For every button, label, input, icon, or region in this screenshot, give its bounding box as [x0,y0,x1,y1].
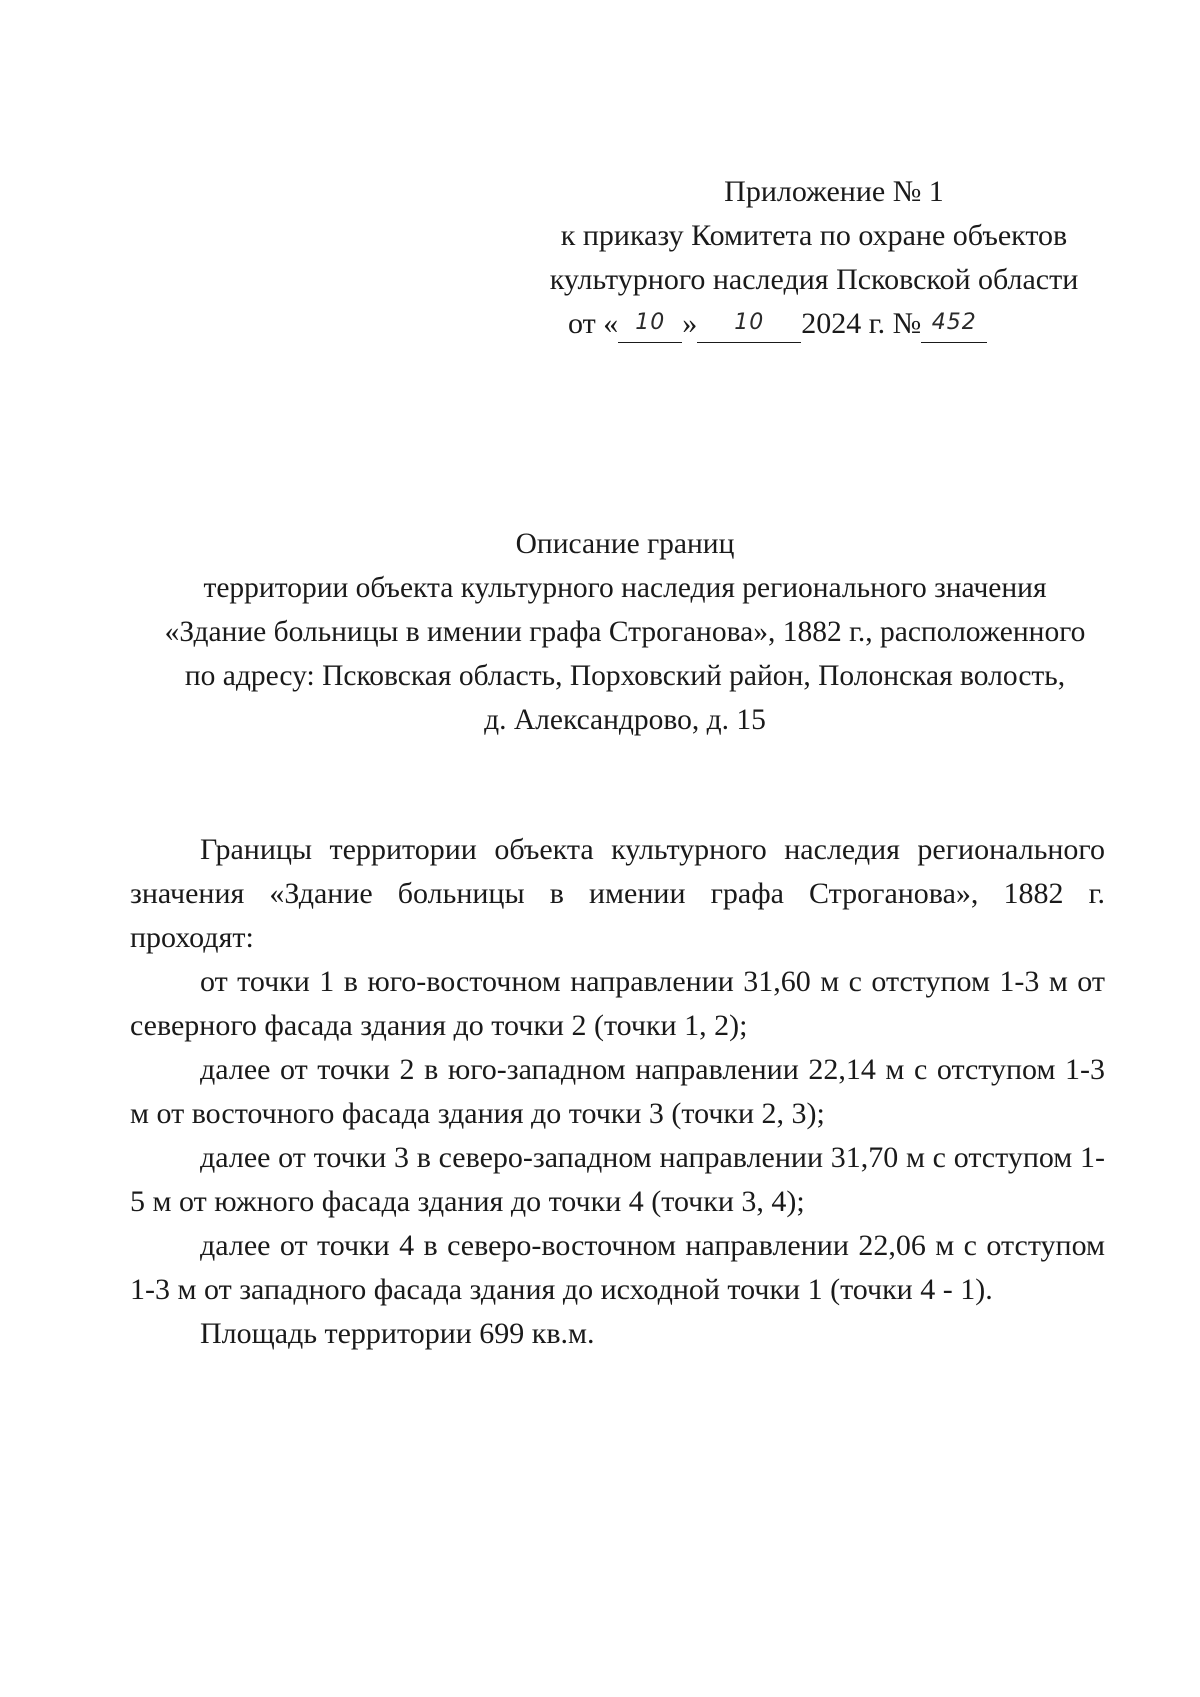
title-line-3: «Здание больницы в имении графа Строганова», 1882 г., расположенного [164,616,1086,648]
title-line-4: по адресу: Псковская область, Порховский район, Полонская волость, [184,660,1066,692]
handwritten-month: 10 [734,310,765,335]
boundary-segment-1: от точки 1 в юго-восточном направлении 31,60 м с отступом 1-3 м от северного фасада здания до точки 2 (точки 1, 2); [130,965,1105,1042]
day-field [618,309,682,343]
appendix-number: Приложение № 1 [724,175,944,208]
order-reference-line: к приказу Комитета по охране объектов [560,219,1068,252]
intro-line-3: проходят: [130,921,254,954]
appendix-header [534,170,1094,346]
title-line-5: д. Александрово, д. 15 [484,704,766,736]
handwritten-day: 10 [635,310,666,335]
boundary-segment-4: далее от точки 4 в северо-восточном направлении 22,06 м с отступом 1-3 м от западного фасада здания до исходной точки 1 (точки 4 - 1). [130,1229,1105,1306]
intro-line-1: Границы территории объекта культурного наследия регионального [200,833,1105,866]
committee-name-line: культурного наследия Псковской области [549,263,1079,296]
date-prefix: от « [568,307,619,340]
month-field [697,309,801,343]
document-title [140,522,1110,742]
title-line-2: территории объекта культурного наследия регионального значения [203,572,1047,604]
document-body [130,828,1105,1356]
year-and-number-label: 2024 г. № [801,307,922,340]
territory-area: Площадь территории 699 кв.м. [200,1317,595,1350]
boundary-segment-3: далее от точки 3 в северо-западном направлении 31,70 м с отступом 1-5 м от южного фасада здания до точки 4 (точки 3, 4); [130,1141,1105,1218]
date-close-quote: » [682,307,698,340]
order-number-field [921,309,987,343]
order-date-line [534,302,1094,346]
intro-line-2: значения «Здание больницы в имении графа Строганова», 1882 г. [130,877,1105,910]
title-line-1: Описание границ [515,528,735,560]
intro-paragraph [130,828,1105,960]
boundary-segment-2: далее от точки 2 в юго-западном направлении 22,14 м с отступом 1-3 м от восточного фасада здания до точки 3 (точки 2, 3); [130,1053,1105,1130]
handwritten-order-number: 452 [931,310,977,335]
